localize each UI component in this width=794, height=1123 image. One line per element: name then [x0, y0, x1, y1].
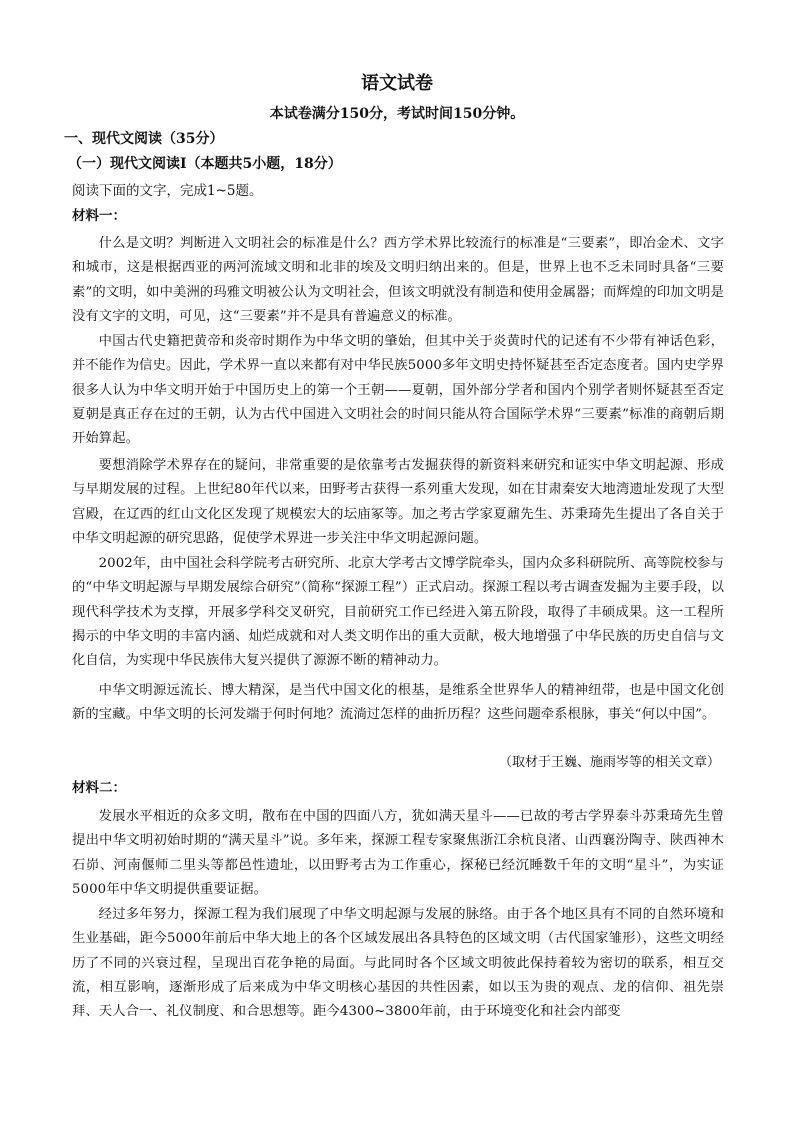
material-1-source: （取材于王巍、施雨岑等的相关文章） [498, 755, 720, 770]
page-title: 语文试卷 [361, 73, 433, 94]
exam-info: 本试卷满分150分，考试时间150分钟。 [269, 106, 525, 122]
reading-instruction: 阅读下面的文字，完成1~5题。 [72, 183, 263, 199]
section-heading: 一、现代文阅读（35分） [64, 131, 224, 147]
material-1-paragraph: 要想消除学术界存在的疑问，非常重要的是依靠考古发掘获得的新资料来研究和证实中华文明起源、形成与早期发展的过程。上世纪80年代以来，田野考古获得一系列重大发现，如在甘肃秦安大地湾遗址发现了大型宫殿，在辽西的红山文化区发现了规模宏大的坛庙冢等。加之考古学家夏鼐先生、苏秉琦先生提出了各自关于中华文明起源的研究思路，促使学术界进一步关注中华文明起源问题。 [72, 458, 724, 546]
material-2-label: 材料二： [72, 780, 126, 796]
material-2-paragraph: 发展水平相近的众多文明，散布在中国的四面八方，犹如满天星斗——已故的考古学界泰斗苏秉琦先生曾提出中华文明初始时期的“满天星斗”说。多年来，探源工程专家聚焦浙江余杭良渚、山西襄汾陶寺、陕西神木石峁、河南偃师二里头等都邑性遗址，以田野考古为工作重心，探秘已经沉睡数千年的文明“星斗”，为实证5000年中华文明提供重要证据。 [72, 809, 724, 897]
material-1-paragraph: 中华文明源远流长、博大精深，是当代中国文化的根基，是维系全世界华人的精神纽带，也是中国文化创新的宝藏。中华文明的长河发端于何时何地？流淌过怎样的曲折历程？这些问题牵系根脉，事关“何以中国”。 [72, 683, 724, 723]
material-2-paragraph: 经过多年努力，探源工程为我们展现了中华文明起源与发展的脉络。由于各个地区具有不同的自然环境和生业基础，距今5000年前后中华大地上的各个区域发展出各具特色的区域文明（古代国家雏形），这些文明经历了不同的兴衰过程，呈现出百花争艳的局面。与此同时各个区域文明彼此保持着较为密切的联系，相互交流，相互影响，逐渐形成了后来成为中华文明核心基因的共性因素，如以玉为贵的观点、龙的信仰、祖先崇拜、天人合一、礼仪制度、和合思想等。距今4300~3800年前，由于环境变化和社会内部变 [72, 907, 724, 1020]
material-1-paragraph: 2002年，由中国社会科学院考古研究所、北京大学考古文博学院牵头，国内众多科研院所、高等院校参与的“中华文明起源与早期发展综合研究”（简称“探源工程”）正式启动。探源工程以考古调查发掘为主要手段，以现代科学技术为支撑，开展多学科交叉研究，目前研究工作已经进入第五阶段，取得了丰硕成果。这一工程所揭示的中华文明的丰富内涵、灿烂成就和对人类文明作出的重大贡献，极大地增强了中华民族的历史自信与文化自信，为实现中华民族伟大复兴提供了源源不断的精神动力。 [72, 556, 724, 669]
subsection-heading: （一）现代文阅读Ⅰ（本题共5小题，18分） [68, 156, 342, 172]
material-1-label: 材料一： [72, 208, 126, 224]
material-1-paragraph: 什么是文明？判断进入文明社会的标准是什么？西方学术界比较流行的标准是“三要素”，即冶金术、文字和城市，这是根据西亚的两河流域文明和北非的埃及文明归纳出来的。但是，世界上也不乏未同时具备“三要素”的文明，如中美洲的玛雅文明被公认为文明社会，但该文明就没有制造和使用金属器；而辉煌的印加文明是没有文字的文明，可见，这“三要素”并不是具有普遍意义的标准。 [72, 236, 724, 324]
material-1-paragraph: 中国古代史籍把黄帝和炎帝时期作为中华文明的肇始，但其中关于炎黄时代的记述有不少带有神话色彩，并不能作为信史。因此，学术界一直以来都有对中华民族5000多年文明史持怀疑甚至否定态度者。国内史学界很多人认为中华文明开始于中国历史上的第一个王朝——夏朝，国外部分学者和国内个别学者则怀疑甚至否定夏朝是真正存在过的王朝，认为古代中国进入文明社会的时间只能从符合国际学术界“三要素”标准的商朝后期开始算起。 [72, 334, 724, 447]
